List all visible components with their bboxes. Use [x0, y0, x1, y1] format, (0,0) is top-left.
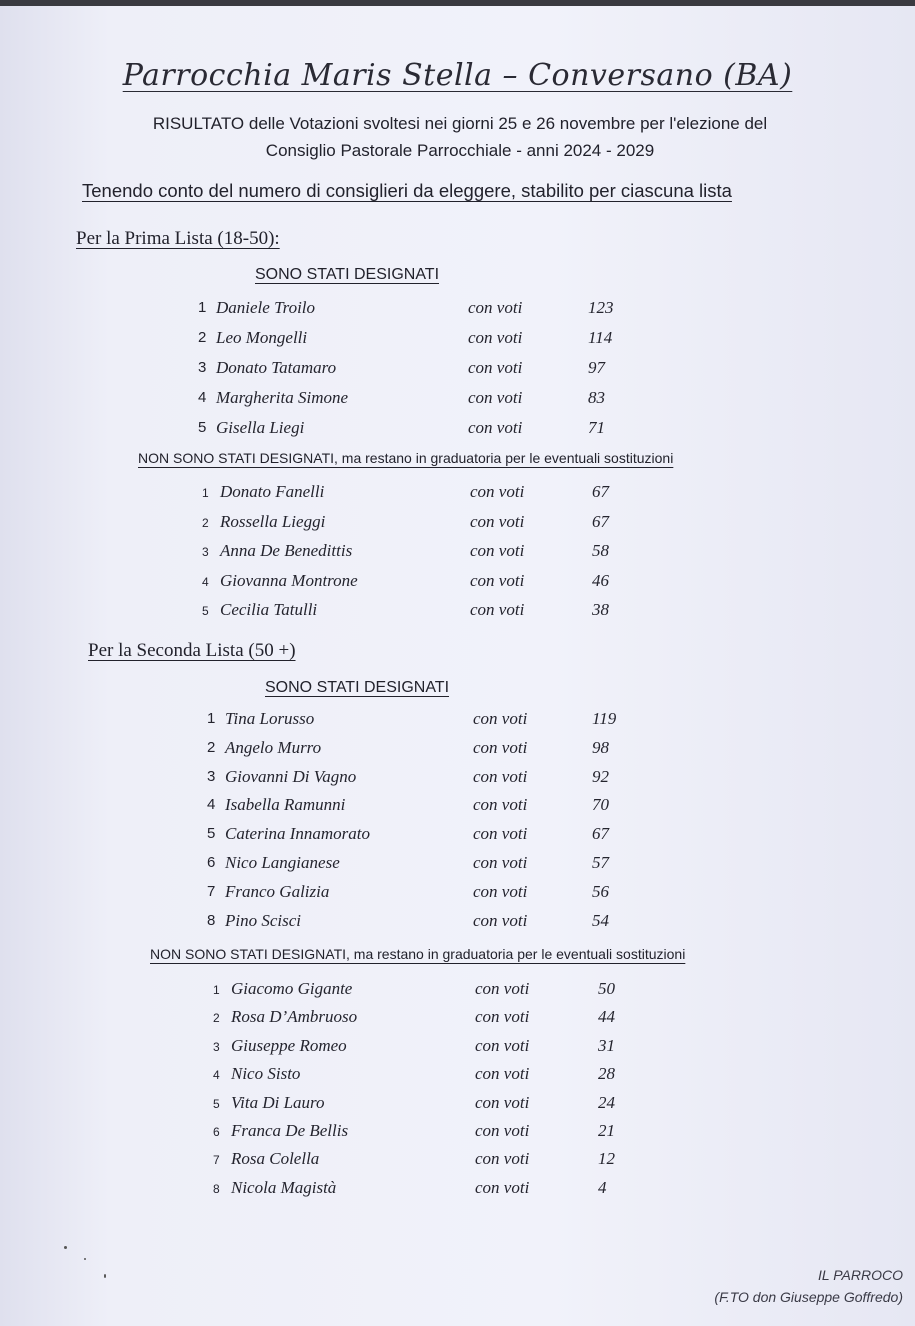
vote-label: con voti [468, 418, 523, 437]
vote-count: 50 [598, 979, 615, 998]
candidate-name: Margherita Simone [216, 388, 349, 407]
vote-label: con voti [473, 766, 528, 786]
candidate-rank: 5 [213, 1096, 220, 1111]
vote-label: con voti [473, 881, 528, 901]
vote-count: 12 [598, 1149, 615, 1169]
vote-label: con voti [468, 328, 523, 347]
candidate-name: Anna De Benedittis [220, 541, 353, 560]
vote-label: con voti [473, 737, 528, 757]
candidate-name: Nico Sisto [231, 1064, 301, 1084]
candidate-rank: 3 [202, 545, 209, 559]
candidate-name: Franca De Bellis [231, 1121, 349, 1140]
candidate-rank: 4 [213, 1068, 220, 1083]
intro-line-1: RISULTATO delle Votazioni svoltesi nei giorni 25 e 26 novembre per l'elezione del [152, 114, 768, 133]
vote-count: 70 [592, 795, 609, 815]
candidate-rank: 6 [207, 854, 216, 871]
intro-line-2: Consiglio Pastorale Parrocchiale - anni 2024 - 2029 [265, 141, 655, 160]
candidate-rank: 2 [213, 1011, 220, 1026]
paper-speck [64, 1246, 67, 1249]
candidate-rank: 7 [213, 1153, 220, 1168]
vote-label: con voti [470, 600, 525, 619]
vote-label: con voti [473, 824, 528, 844]
list1-heading: Per la Prima Lista (18-50): [76, 228, 280, 249]
vote-count: 114 [588, 328, 613, 347]
candidate-rank: 2 [198, 329, 207, 346]
vote-count: 28 [598, 1064, 615, 1084]
vote-label: con voti [475, 1092, 530, 1112]
vote-label: con voti [473, 910, 528, 930]
vote-label: con voti [475, 1007, 530, 1027]
candidate-name: Donato Fanelli [220, 482, 325, 501]
vote-count: 67 [592, 482, 609, 501]
candidate-rank: 3 [198, 359, 207, 376]
candidate-rank: 6 [213, 1125, 220, 1139]
vote-count: 83 [588, 388, 605, 407]
vote-label: con voti [475, 1035, 530, 1055]
candidate-name: Leo Mongelli [216, 328, 308, 347]
vote-count: 21 [598, 1121, 615, 1140]
parish-title: Parrocchia Maris Stella – Conversano (BA) [122, 58, 793, 93]
paper-speck [104, 1274, 106, 1278]
signature-name: (F.TO don Giuseppe Goffredo) [714, 1289, 903, 1305]
vote-label: con voti [473, 853, 528, 872]
candidate-name: Nicola Magistà [231, 1177, 337, 1197]
vote-count: 119 [592, 709, 617, 728]
vote-label: con voti [473, 795, 528, 815]
candidate-name: Caterina Innamorato [225, 824, 370, 844]
vote-label: con voti [475, 979, 530, 998]
candidate-name: Vita Di Lauro [231, 1092, 325, 1112]
vote-label: con voti [470, 482, 525, 501]
vote-count: 71 [588, 418, 605, 437]
list1-elected-heading: SONO STATI DESIGNATI [255, 266, 440, 283]
candidate-rank: 8 [207, 911, 216, 929]
candidate-rank: 4 [198, 389, 207, 406]
paper-speck [84, 1258, 86, 1260]
candidate-rank: 3 [207, 767, 216, 785]
candidate-name: Franco Galizia [225, 881, 330, 901]
vote-count: 44 [598, 1007, 615, 1027]
candidate-name: Rosa D’Ambruoso [231, 1007, 358, 1027]
candidate-name: Giovanna Montrone [220, 570, 358, 590]
candidate-rank: 5 [207, 825, 216, 843]
candidate-name: Giacomo Gigante [231, 979, 353, 998]
vote-label: con voti [475, 1064, 530, 1084]
vote-label: con voti [468, 358, 523, 377]
vote-label: con voti [475, 1149, 530, 1169]
candidate-rank: 5 [202, 604, 209, 618]
vote-label: con voti [470, 570, 525, 590]
vote-count: 97 [588, 358, 605, 377]
vote-count: 4 [598, 1177, 607, 1197]
vote-label: con voti [468, 388, 523, 407]
candidate-rank: 4 [207, 796, 216, 814]
candidate-rank: 1 [207, 710, 216, 727]
signature-block [714, 1264, 903, 1308]
list1-reserve-heading: NON SONO STATI DESIGNATI, ma restano in graduatoria per le eventuali sostituzioni [138, 450, 674, 466]
candidate-rank: 7 [207, 882, 216, 900]
candidate-rank: 1 [198, 299, 207, 316]
candidate-name: Rosa Colella [231, 1149, 320, 1169]
candidate-rank: 4 [202, 574, 209, 589]
candidate-name: Giovanni Di Vagno [225, 766, 357, 786]
candidate-rank: 8 [213, 1181, 220, 1196]
candidate-name: Cecilia Tatulli [220, 600, 318, 619]
candidate-name: Angelo Murro [225, 737, 322, 757]
signature-role: IL PARROCO [817, 1267, 903, 1283]
vote-count: 58 [592, 541, 609, 560]
document-sheet [0, 6, 915, 1326]
vote-count: 56 [592, 881, 609, 901]
candidate-name: Gisella Liegi [216, 418, 305, 437]
counting-note: Tenendo conto del numero di consiglieri da eleggere, stabilito per ciascuna lista [82, 180, 732, 201]
candidate-name: Donato Tatamaro [216, 358, 337, 377]
vote-count: 67 [592, 824, 609, 844]
vote-count: 46 [592, 570, 609, 590]
candidate-rank: 1 [213, 983, 220, 997]
vote-count: 38 [592, 600, 609, 619]
vote-label: con voti [470, 541, 525, 560]
vote-count: 24 [598, 1092, 615, 1112]
vote-count: 67 [592, 511, 609, 531]
vote-count: 98 [592, 737, 609, 757]
vote-count: 54 [592, 910, 609, 930]
candidate-rank: 2 [202, 515, 209, 530]
candidate-rank: 3 [213, 1039, 220, 1054]
candidate-rank: 5 [198, 419, 207, 436]
vote-label: con voti [475, 1121, 530, 1140]
vote-label: con voti [473, 709, 528, 728]
vote-label: con voti [470, 511, 525, 531]
list2-heading: Per la Seconda Lista (50 +) [88, 640, 296, 661]
vote-label: con voti [475, 1177, 530, 1197]
candidate-name: Daniele Troilo [216, 298, 316, 317]
vote-count: 92 [592, 766, 609, 786]
list2-reserve-heading: NON SONO STATI DESIGNATI, ma restano in graduatoria per le eventuali sostituzioni [150, 946, 686, 962]
vote-label: con voti [468, 298, 523, 317]
list2-elected-heading: SONO STATI DESIGNATI [265, 679, 450, 696]
vote-count: 57 [592, 853, 609, 872]
candidate-rank: 2 [207, 738, 216, 756]
candidate-rank: 1 [202, 486, 209, 500]
candidate-name: Isabella Ramunni [225, 795, 346, 815]
candidate-name: Giuseppe Romeo [231, 1035, 347, 1055]
candidate-name: Rossella Lieggi [220, 511, 326, 531]
vote-count: 31 [598, 1035, 615, 1055]
vote-count: 123 [588, 298, 614, 317]
candidate-name: Nico Langianese [225, 853, 340, 872]
intro-text [40, 110, 880, 164]
candidate-name: Pino Scisci [225, 910, 302, 930]
candidate-name: Tina Lorusso [225, 709, 315, 728]
